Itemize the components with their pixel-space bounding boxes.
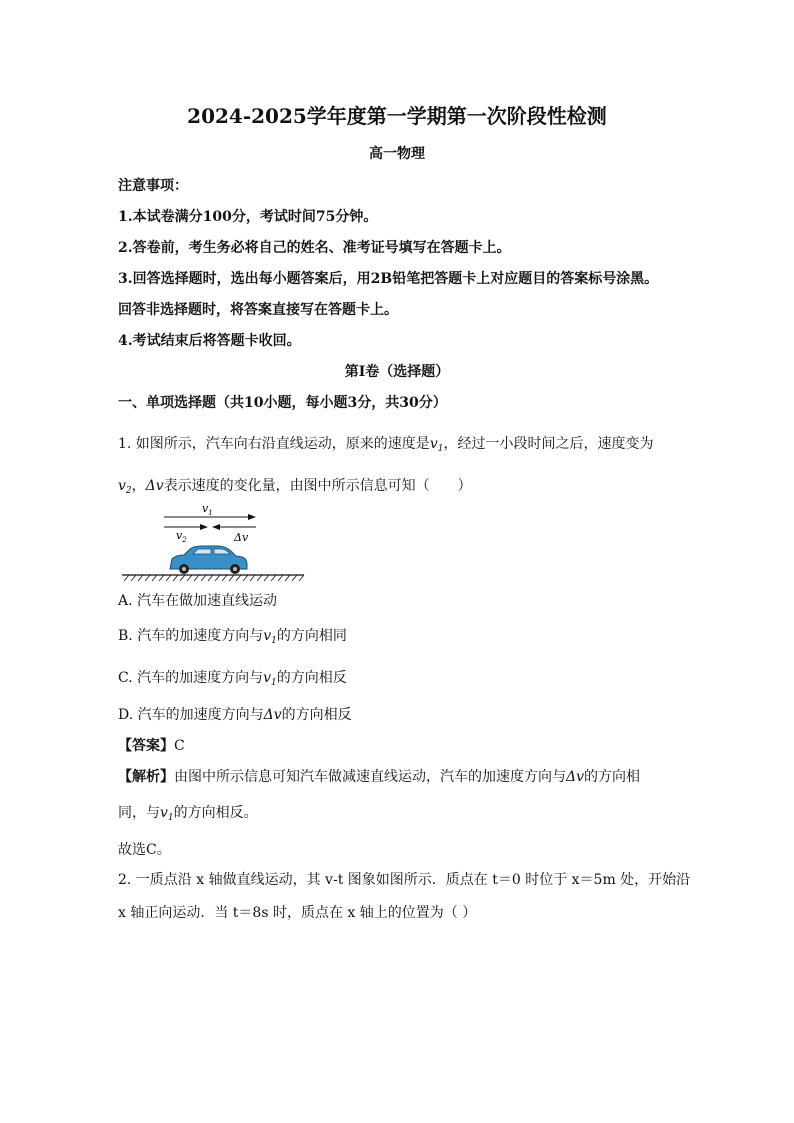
notice-item-4: 4.考试结束后将答题卡收回。 <box>118 333 301 349</box>
q1-option-c: C. 汽车的加速度方向与$v_1$的方向相反 <box>118 670 347 688</box>
q1-option-a: A. 汽车在做加速直线运动 <box>118 593 278 609</box>
answer-value: C <box>174 738 185 754</box>
q1-stem-b: ，经过一小段时间之后，速度变为 <box>443 436 654 452</box>
q1-option-b: B. 汽车的加速度方向与$v_1$的方向相同 <box>118 628 347 646</box>
part-heading: 一、单项选择题（共10小题，每小题3分，共30分） <box>118 395 447 411</box>
answer-tag: 【答案】 <box>118 738 174 754</box>
symbol-v2: $v_2$ <box>118 478 132 496</box>
q1-stem-d: 表示速度的变化量，由图中所示信息可知（ ） <box>163 478 472 494</box>
analysis-tag: 【解析】 <box>118 769 174 785</box>
q1-stem-c: ， <box>131 478 146 494</box>
q1-analysis-line2: 同，与$v_1$的方向相反。 <box>118 805 258 823</box>
exam-subject: 高一物理 <box>369 146 425 162</box>
ground-hatch <box>124 575 304 581</box>
exam-title: 2024-2025学年度第一学期第一次阶段性检测 <box>187 104 607 128</box>
fig-label-dv: Δv <box>234 531 249 544</box>
notice-item-1: 1.本试卷满分100分，考试时间75分钟。 <box>118 209 378 225</box>
notice-item-2: 2.答卷前，考生务必将自己的姓名、准考证号填写在答题卡上。 <box>118 240 511 256</box>
q1-stem-line1 <box>118 434 653 459</box>
notice-heading: 注意事项： <box>118 178 188 194</box>
q1-answer <box>118 736 185 756</box>
q1-figure <box>118 497 308 585</box>
q1-option-d: D. 汽车的加速度方向与Δv的方向相反 <box>118 707 352 723</box>
car-icon <box>170 546 247 574</box>
notice-item-3-cont: 回答非选择题时，将答案直接写在答题卡上。 <box>118 302 398 318</box>
fig-label-v2: $v_2$ <box>176 529 187 544</box>
volume-heading: 第Ⅰ卷（选择题） <box>344 364 450 380</box>
q1-analysis-line1: 【解析】由图中所示信息可知汽车做减速直线运动，汽车的加速度方向与Δv的方向相 <box>118 769 641 785</box>
q2-stem-line1: 2. 一质点沿 x 轴做直线运动，其 v-t 图象如图所示．质点在 t＝0 时位于 x＝5m 处，开始沿 <box>118 872 691 888</box>
q1-conclusion: 故选C。 <box>118 842 171 858</box>
symbol-dv: Δv <box>145 478 164 494</box>
q1-stem-a: 1. 如图所示，汽车向右沿直线运动，原来的速度是 <box>118 436 430 452</box>
fig-label-v1: $v_1$ <box>202 502 213 517</box>
q2-stem-line2: x 轴正向运动．当 t＝8s 时，质点在 x 轴上的位置为（ ） <box>118 905 477 921</box>
symbol-v1: $v_1$ <box>429 436 444 454</box>
notice-item-3: 3.回答选择题时，选出每小题答案后，用2B铅笔把答题卡上对应题目的答案标号涂黑。 <box>118 271 659 287</box>
